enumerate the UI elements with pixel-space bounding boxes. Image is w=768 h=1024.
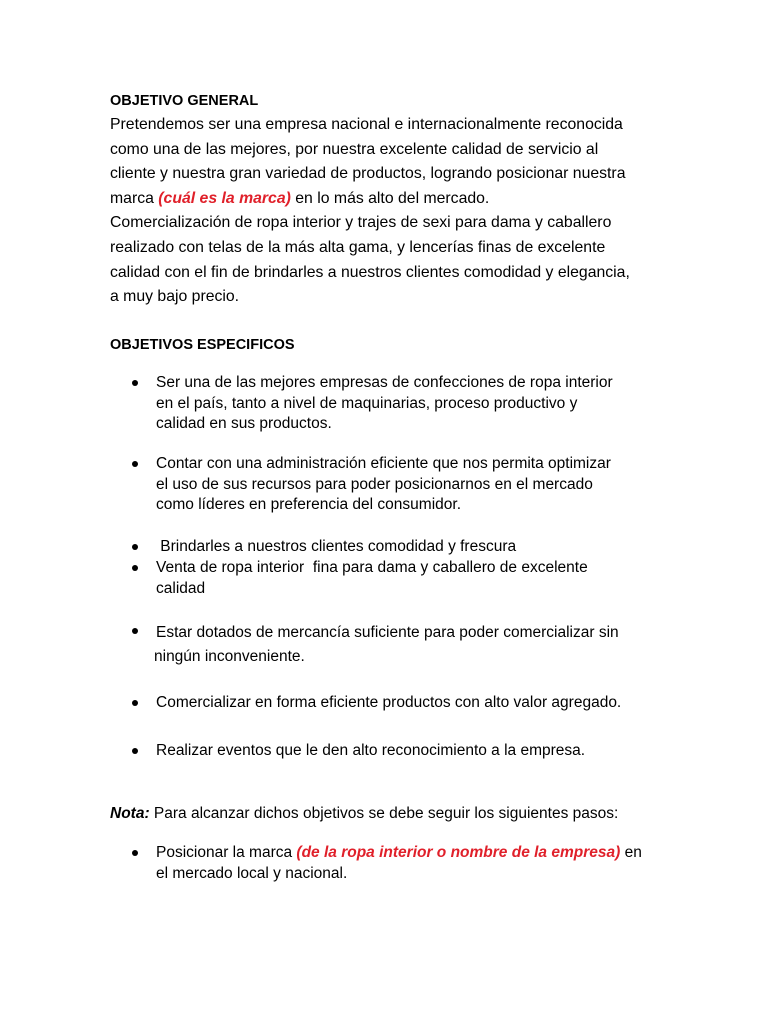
text-line: Pretendemos ser una empresa nacional e internacionalmente reconocida: [110, 116, 623, 133]
general-paragraph: [110, 113, 630, 310]
text-line: Ser una de las mejores empresas de confecciones de ropa interior: [156, 374, 613, 391]
text-line: [156, 843, 642, 864]
list-item: [156, 693, 621, 714]
list-item: [156, 373, 613, 435]
text-line: Estar dotados de mercancía suficiente para poder comercializar sin: [156, 624, 619, 641]
text-line: Venta de ropa interior fina para dama y caballero de excelente: [156, 559, 588, 576]
text-line: calidad: [156, 579, 206, 597]
text-line: como una de las mejores, por nuestra excelente calidad de servicio al: [110, 140, 599, 158]
text-span: en: [620, 844, 642, 861]
list-item: [156, 741, 585, 762]
text-line: Brindarles a nuestros clientes comodidad y frescura: [156, 538, 517, 555]
nota-line: [110, 804, 618, 824]
text-line: el uso de sus recursos para poder posicionarnos en el mercado: [156, 475, 593, 493]
placeholder-empresa: (de la ropa interior o nombre de la empresa): [296, 844, 621, 861]
nota-text: Para alcanzar dichos objetivos se debe seguir los siguientes pasos:: [149, 805, 619, 822]
bullet-icon: [132, 461, 138, 467]
text-line: el mercado local y nacional.: [156, 864, 348, 882]
bullet-icon: [132, 380, 138, 386]
heading-objetivos-especificos: OBJETIVOS ESPECIFICOS: [110, 337, 295, 353]
list-item: [156, 843, 642, 884]
bullet-icon: [132, 700, 138, 706]
nota-label: Nota:: [110, 805, 150, 822]
text-line: a muy bajo precio.: [110, 288, 240, 306]
list-item: [156, 621, 619, 669]
text-span: marca: [110, 189, 159, 207]
text-line: calidad con el fin de brindarles a nuestros clientes comodidad y elegancia,: [110, 263, 630, 281]
text-line: ningún inconveniente.: [154, 648, 305, 665]
text-span: en lo más alto del mercado.: [290, 189, 490, 207]
list-item: [156, 558, 588, 599]
text-line: como líderes en preferencia del consumidor.: [156, 496, 461, 513]
text-line: [110, 187, 630, 212]
text-line: realizado con telas de la más alta gama, y lencerías finas de excelente: [110, 238, 606, 256]
bullet-icon: [132, 748, 138, 754]
bullet-icon: [132, 565, 138, 571]
text-line: Realizar eventos que le den alto reconocimiento a la empresa.: [156, 742, 586, 759]
text-line: cliente y nuestra gran variedad de productos, logrando posicionar nuestra: [110, 165, 626, 183]
text-span: Posicionar la marca: [156, 844, 297, 861]
bullet-icon: [132, 850, 138, 856]
list-item: [156, 537, 516, 558]
placeholder-marca: (cuál es la marca): [158, 189, 291, 207]
list-item: [156, 454, 611, 516]
text-line: Comercialización de ropa interior y trajes de sexi para dama y caballero: [110, 214, 612, 232]
bullet-icon: [132, 628, 138, 634]
text-line: Comercializar en forma eficiente productos con alto valor agregado.: [156, 694, 622, 711]
heading-objetivo-general: OBJETIVO GENERAL: [110, 93, 259, 109]
bullet-icon: [132, 544, 138, 550]
text-line: Contar con una administración eficiente que nos permita optimizar: [156, 455, 611, 472]
text-line: calidad en sus productos.: [156, 415, 332, 432]
text-line: en el país, tanto a nivel de maquinarias, proceso productivo y: [156, 394, 578, 412]
